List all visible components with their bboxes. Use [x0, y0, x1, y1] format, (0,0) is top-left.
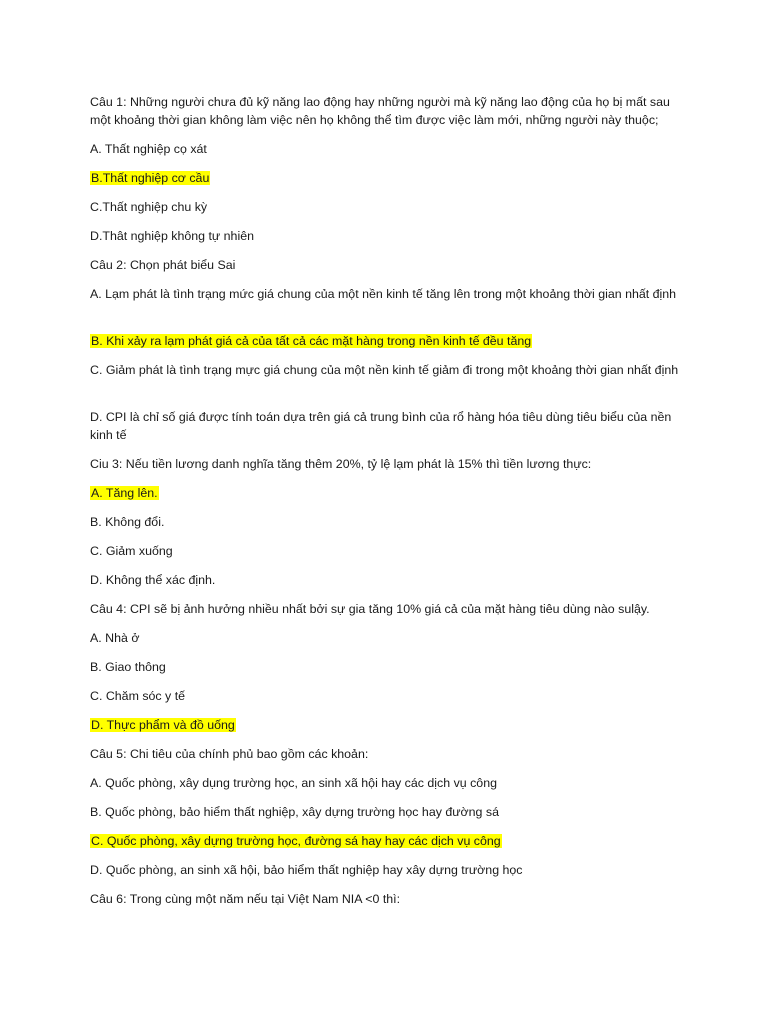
question-5-text [90, 745, 690, 763]
question-2-option-a [90, 285, 690, 321]
question-2-option-d [90, 408, 690, 444]
question-4-option-c [90, 687, 690, 705]
question-2-option-c [90, 361, 690, 397]
question-1-text [90, 93, 690, 129]
question-5-option-c-answer [90, 832, 690, 850]
line-text: A. Nhà ở [90, 631, 140, 645]
line-text: Câu 2: Chọn phát biểu Sai [90, 258, 236, 272]
question-4-text [90, 600, 690, 618]
line-text: D.Thât nghiệp không tự nhiên [90, 229, 254, 243]
line-text: Câu 6: Trong cùng một năm nếu tại Việt Nam NIA <0 thì: [90, 892, 401, 906]
line-text: A. Lạm phát là tình trạng mức giá chung của một nền kinh tế tăng lên trong một khoảng thời gian nhất định [90, 287, 677, 301]
question-3-option-d [90, 571, 690, 589]
line-text: Câu 4: CPI sẽ bị ảnh hưởng nhiều nhất bởi sự gia tăng 10% giá cả của mặt hàng tiêu dùng nào sulậy. [90, 602, 650, 616]
line-text: A. Thất nghiệp cọ xát [90, 142, 207, 156]
line-text: C. Chăm sóc y tế [90, 689, 186, 703]
line-text: B. Giao thông [90, 660, 166, 674]
line-text: C. Giảm xuống [90, 544, 173, 558]
question-6-text [90, 890, 690, 908]
question-1-option-d [90, 227, 690, 245]
document-page [90, 93, 690, 919]
line-text: Câu 5: Chi tiêu của chính phủ bao gồm các khoản: [90, 747, 369, 761]
question-1-option-b-answer [90, 169, 690, 187]
question-1-option-a [90, 140, 690, 158]
highlighted-answer: C. Quốc phòng, xây dựng trường học, đường sá hay hay các dịch vụ công [91, 834, 501, 848]
question-3-option-b [90, 513, 690, 531]
highlighted-answer: D. Thực phẩm và đồ uống [91, 718, 235, 732]
question-3-text [90, 455, 690, 473]
question-2-text [90, 256, 690, 274]
question-4-option-b [90, 658, 690, 676]
line-text: C. Giảm phát là tình trạng mực giá chung của một nền kinh tế giảm đi trong một khoảng thời gian nhất định [90, 363, 679, 377]
line-text: Câu 1: Những người chưa đủ kỹ năng lao động hay những người mà kỹ năng lao động của họ bị mất sau một khoảng thời gian không làm việc nên họ không thể tìm được việc làm mới, những người này thuộc; [90, 95, 670, 127]
line-text: D. Quốc phòng, an sinh xã hội, bảo hiểm thất nghiệp hay xây dựng trường học [90, 863, 523, 877]
question-1-option-c [90, 198, 690, 216]
question-2-option-b-answer [90, 332, 690, 350]
line-text: B. Quốc phòng, bảo hiểm thất nghiệp, xây dựng trường học hay đường sá [90, 805, 499, 819]
highlighted-answer: A. Tăng lên. [91, 486, 158, 500]
question-4-option-d-answer [90, 716, 690, 734]
line-text: Ciu 3: Nếu tiền lương danh nghĩa tăng thêm 20%, tỷ lệ lạm phát là 15% thì tiền lương thực: [90, 457, 592, 471]
highlighted-answer: B. Khi xảy ra lạm phát giá cả của tất cả các mặt hàng trong nền kinh tế đều tăng [91, 334, 532, 348]
question-3-option-a-answer [90, 484, 690, 502]
highlighted-answer: B.Thất nghiệp cơ cầu [91, 171, 210, 185]
question-5-option-d [90, 861, 690, 879]
line-text: D. Không thể xác định. [90, 573, 216, 587]
question-3-option-c [90, 542, 690, 560]
line-text: A. Quốc phòng, xây dụng trường học, an sinh xã hội hay các dịch vụ công [90, 776, 497, 790]
question-5-option-a [90, 774, 690, 792]
question-5-option-b [90, 803, 690, 821]
line-text: B. Không đổi. [90, 515, 165, 529]
line-text: D. CPI là chỉ số giá được tính toán dựa trên giá cả trung bình của rổ hàng hóa tiêu dùng tiêu biểu của nền kinh tế [90, 410, 672, 442]
line-text: C.Thất nghiệp chu kỳ [90, 200, 208, 214]
question-4-option-a [90, 629, 690, 647]
